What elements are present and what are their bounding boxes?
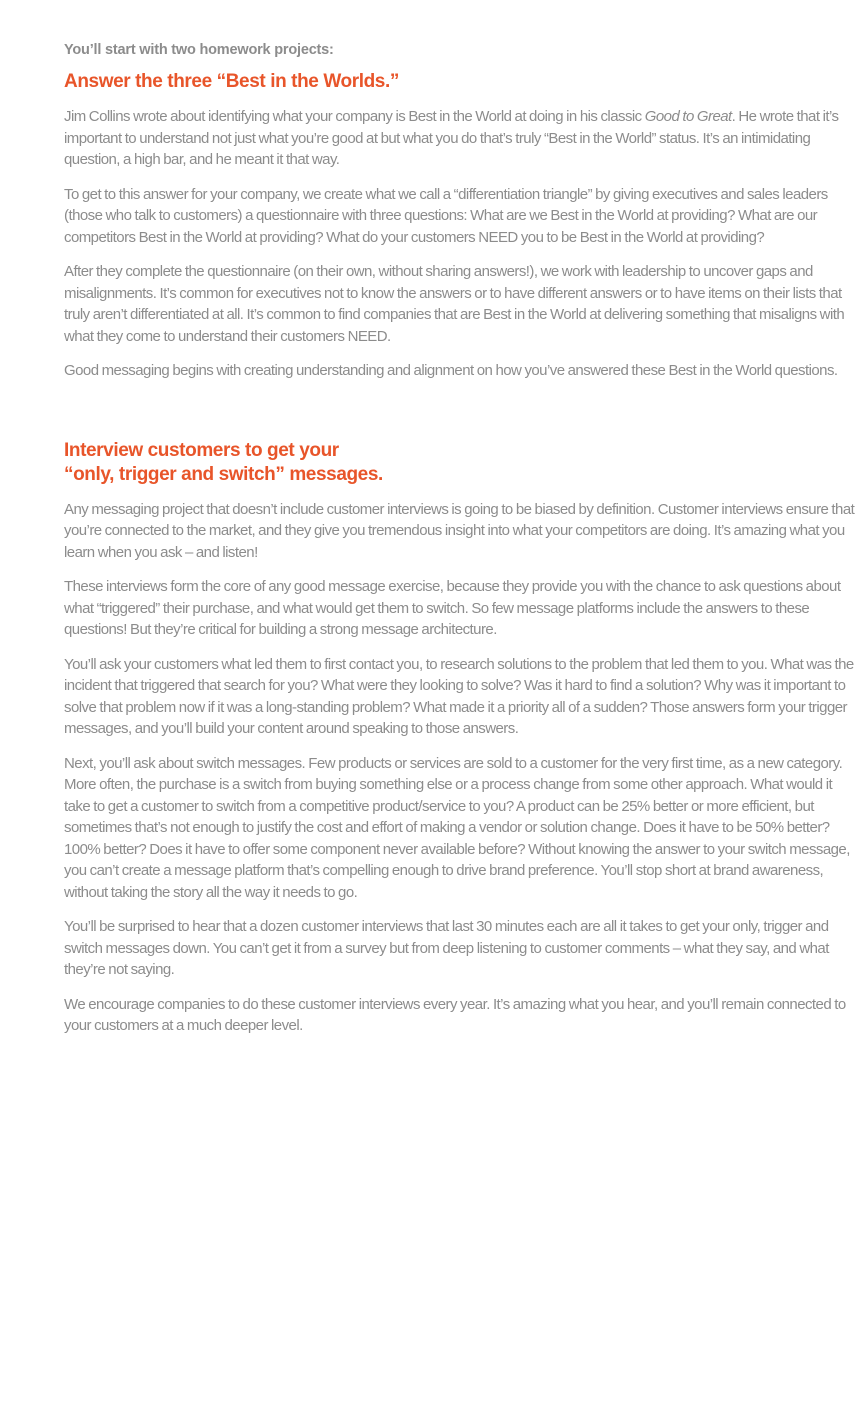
paragraph xyxy=(64,106,860,171)
document-page xyxy=(64,40,860,1050)
intro-text: You’ll start with two homework projects: xyxy=(64,42,334,58)
section-heading-interview-customers xyxy=(64,439,860,487)
heading-line: Interview customers to get your xyxy=(64,439,339,461)
section-interview-customers xyxy=(64,439,860,1037)
section-heading-best-in-the-world: Answer the three “Best in the Worlds.” xyxy=(64,71,399,92)
section-best-in-the-world xyxy=(64,70,860,382)
paragraph: We encourage companies to do these customer interviews every year. It’s amazing what you hear, and you’ll remain connected to your customers at a much deeper level. xyxy=(64,995,846,1034)
paragraph: After they complete the questionnaire (on their own, without sharing answers!), we work with leadership to uncover gaps and misalignments. It’s common for executives not to know the answers or to have different answers or to have items on their lists that truly aren’t differentiated at all. It’s common to find companies that are Best in the World at delivering something that misaligns with what they come to understand their customers NEED. xyxy=(64,263,845,345)
paragraph: Good messaging begins with creating understanding and alignment on how you’ve answered these Best in the World questions. xyxy=(64,362,838,379)
heading-line: “only, trigger and switch” messages. xyxy=(64,463,383,485)
book-title: Good to Great xyxy=(644,108,732,125)
paragraph: Next, you’ll ask about switch messages. Few products or services are sold to a customer for the very first time, as a new category. More often, the purchase is a switch from buying something else or a process change from some other approach. What would it take to get a customer to switch from a competitive product/service to you? A product can be 25% better or more efficient, but sometimes that’s not enough to justify the cost and effort of making a vendor or solution change. Does it have to be 50% better? 100% better? Does it have to offer some component never available before? Without knowing the answer to your switch message, you can’t create a message platform that’s compelling enough to drive brand preference. You’ll stop short at brand awareness, without taking the story all the way it needs to go. xyxy=(64,754,850,901)
paragraph: You’ll ask your customers what led them to first contact you, to research solutions to the problem that led them to you. What was the incident that triggered that search for you? What were they looking to solve? Was it hard to find a solution? Why was it important to solve that problem now if it was a long-standing problem? What made it a priority all of a sudden? Those answers form your trigger messages, and you’ll build your content around speaking to those answers. xyxy=(64,655,854,737)
paragraph-text-continued: . He wrote that it’s important to understand not just what you’re good at but what you do that’s truly “Best in the World” status. It’s an intimidating question, a high bar, and he meant it that way. xyxy=(64,108,839,168)
paragraph-text: Jim Collins wrote about identifying what your company is Best in the World at doing in his classic xyxy=(64,108,645,125)
paragraph: Any messaging project that doesn’t include customer interviews is going to be biased by definition. Customer interviews ensure that you’re connected to the market, and they give you tremendous insight into what your competitors are doing. It’s amazing what you learn when you ask – and listen! xyxy=(64,500,855,561)
paragraph: To get to this answer for your company, we create what we call a “differentiation triangle” by giving executives and sales leaders (those who talk to customers) a questionnaire with three questions: What are we Best in the World at providing? What are our competitors Best in the World at providing? What do your customers NEED you to be Best in the World at providing? xyxy=(64,185,828,246)
section-spacer xyxy=(64,395,860,439)
paragraph: You’ll be surprised to hear that a dozen customer interviews that last 30 minutes each are all it takes to get your only, trigger and switch messages down. You can’t get it from a survey but from deep listening to customer comments – what they say, and what they’re not saying. xyxy=(64,918,829,978)
paragraph: These interviews form the core of any good message exercise, because they provide you with the chance to ask questions about what “triggered” their purchase, and what would get them to switch. So few message platforms include the answers to these questions! But they’re critical for building a strong message architecture. xyxy=(64,578,841,638)
